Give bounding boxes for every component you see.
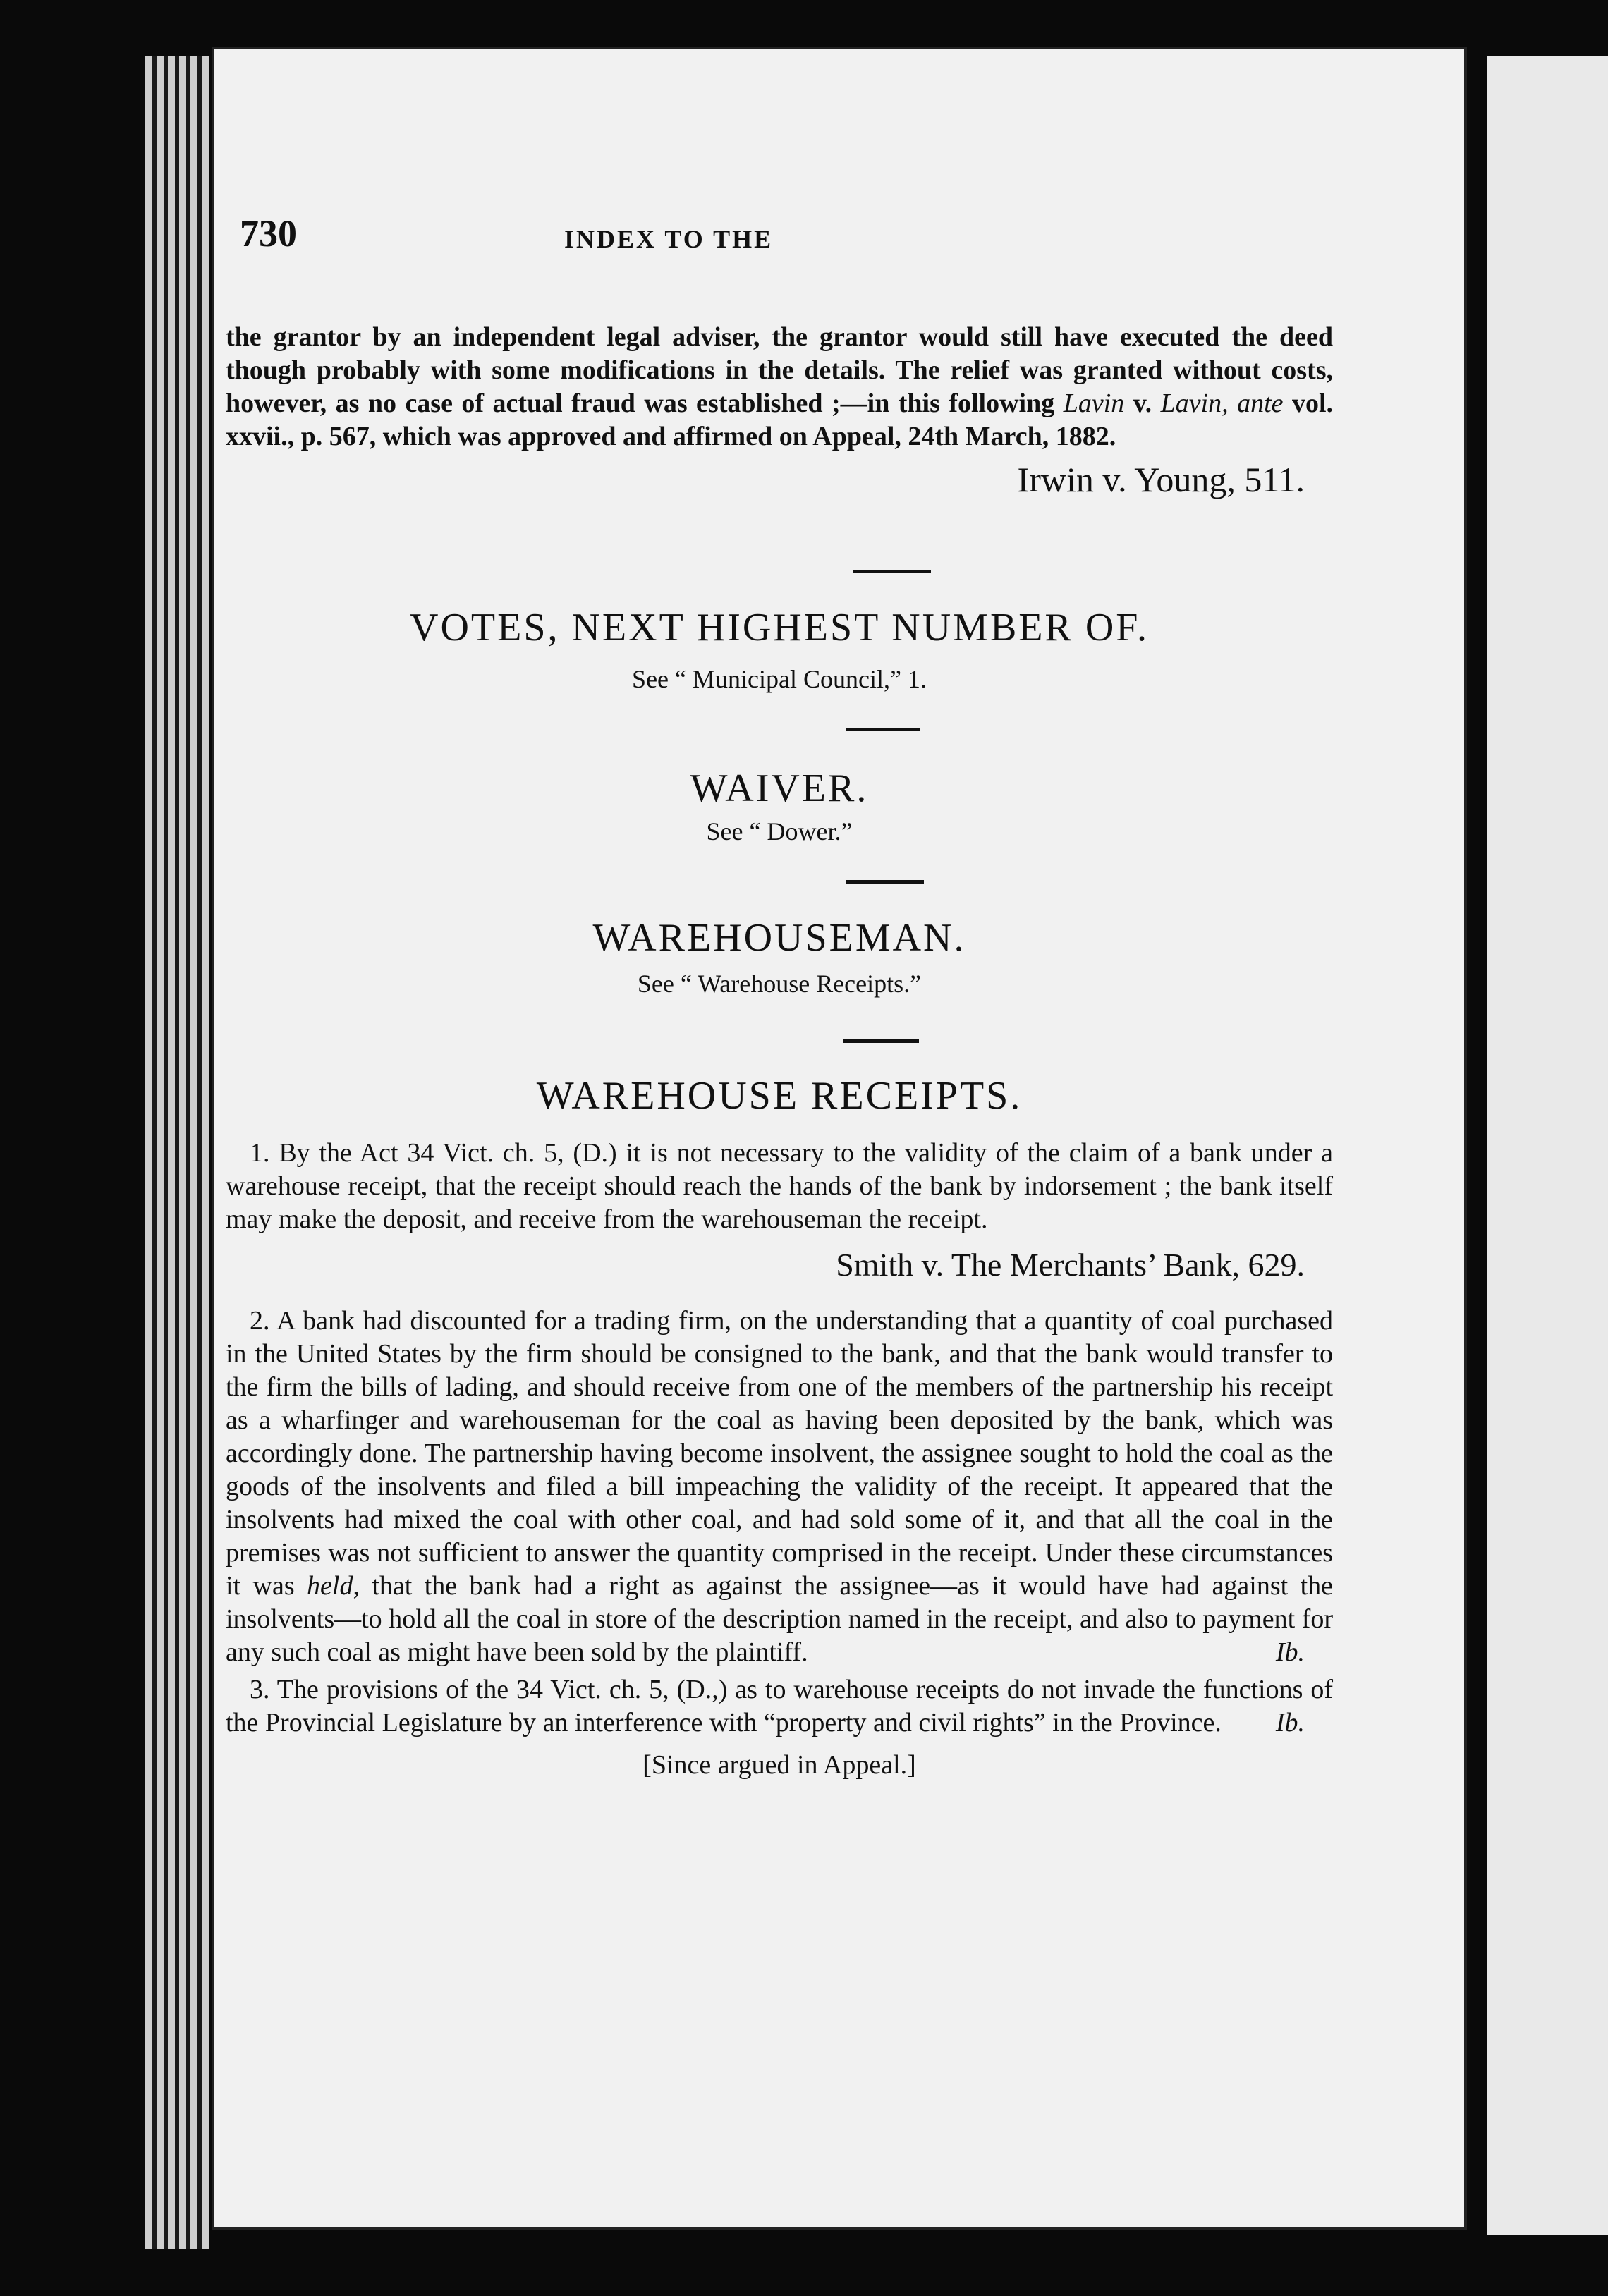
divider (846, 880, 924, 884)
case-name-italic: Lavin (1063, 389, 1125, 418)
paragraph-3 (226, 1673, 1333, 1740)
entry-heading-warehouseman: WAREHOUSEMAN. (592, 916, 966, 960)
paragraph-2 (226, 1305, 1333, 1669)
see-reference-votes: See “ Municipal Council,” 1. (632, 665, 927, 693)
running-head: INDEX TO THE (564, 225, 774, 253)
page-edge-stack (145, 56, 209, 2249)
adjacent-page-edge (1487, 56, 1608, 2235)
divider (843, 1039, 919, 1043)
intro-text-after: vol. xxvii., p. 567, which was approved and affirmed on Appeal, 24th March, 1882. (226, 389, 1334, 451)
paragraph-3-text: 3. The provisions of the 34 Vict. ch. 5, (D.,) as to warehouse receipts do not invade the functions of the Provincial Legislature by an interference with “property and civil rights” in the Province. (226, 1675, 1333, 1738)
versus: v. (1124, 389, 1161, 418)
entry-heading-waiver: WAIVER. (690, 767, 869, 810)
case-citation: Irwin v. Young, 511. (1017, 460, 1305, 499)
see-reference-warehouseman: See “ Warehouse Receipts.” (637, 970, 922, 998)
paragraph-1: 1. By the Act 34 Vict. ch. 5, (D.) it is not necessary to the validity of the claim of a bank under a warehouse receipt, that the receipt should reach the hands of the bank by indorsement ; the bank itself may make the deposit, and receive from the warehouseman the receipt. (226, 1138, 1333, 1234)
appeal-note: [Since argued in Appeal.] (642, 1750, 916, 1780)
entry-heading-votes: VOTES, NEXT HIGHEST NUMBER OF. (410, 606, 1149, 649)
paragraph-2-text-a: 2. A bank had discounted for a trading firm, on the understanding that a quantity of coal purchased in the United States by the firm should be consigned to the bank, and that the bank would transfer to the firm the bills of lading, and should receive from one of the members of the partnership his receipt as a wharfinger and warehouseman for the coal as having been deposited by the bank, which was accordingly done. The partnership having become insolvent, the assignee sought to hold the coal as the goods of the insolvents and filed a bill impeaching the validity of the receipt. It appeared that the insolvents had mixed the coal with other coal, and had sold some of it, and that all the coal in the premises was not sufficient to answer the quantity comprised in the receipt. Under these circumstances it was (226, 1306, 1333, 1601)
intro-text-before: the grantor by an independent legal adviser, the grantor would still have executed the deed though probably with some modifications in the details. The relief was granted without costs, however, as no case of actual fraud was established ;—in this following (226, 322, 1333, 418)
warehouse-receipts-body (226, 1137, 1333, 1781)
paragraph-2-text-b: , that the bank had a right as against the assignee—as it would have had against the insolvents—to hold all the coal in store of the description named in the receipt, and also to payment for any such coal as might have been sold by the plaintiff. (226, 1571, 1333, 1667)
page-number: 730 (240, 212, 297, 255)
ibid-marker: Ib. (1275, 1708, 1305, 1738)
divider (846, 728, 920, 731)
page-header (240, 212, 1157, 268)
divider (853, 570, 931, 573)
intro-paragraph (226, 321, 1333, 453)
see-reference-waiver: See “ Dower.” (706, 817, 853, 845)
case-name-italic-ante: Lavin, ante (1160, 389, 1284, 418)
held-italic: held (307, 1571, 353, 1601)
ibid-marker: Ib. (1275, 1637, 1305, 1667)
case-citation-smith: Smith v. The Merchants’ Bank, 629. (836, 1247, 1305, 1283)
entry-heading-warehouse-receipts: WAREHOUSE RECEIPTS. (536, 1074, 1023, 1118)
intro-paragraph-block (226, 321, 1333, 500)
